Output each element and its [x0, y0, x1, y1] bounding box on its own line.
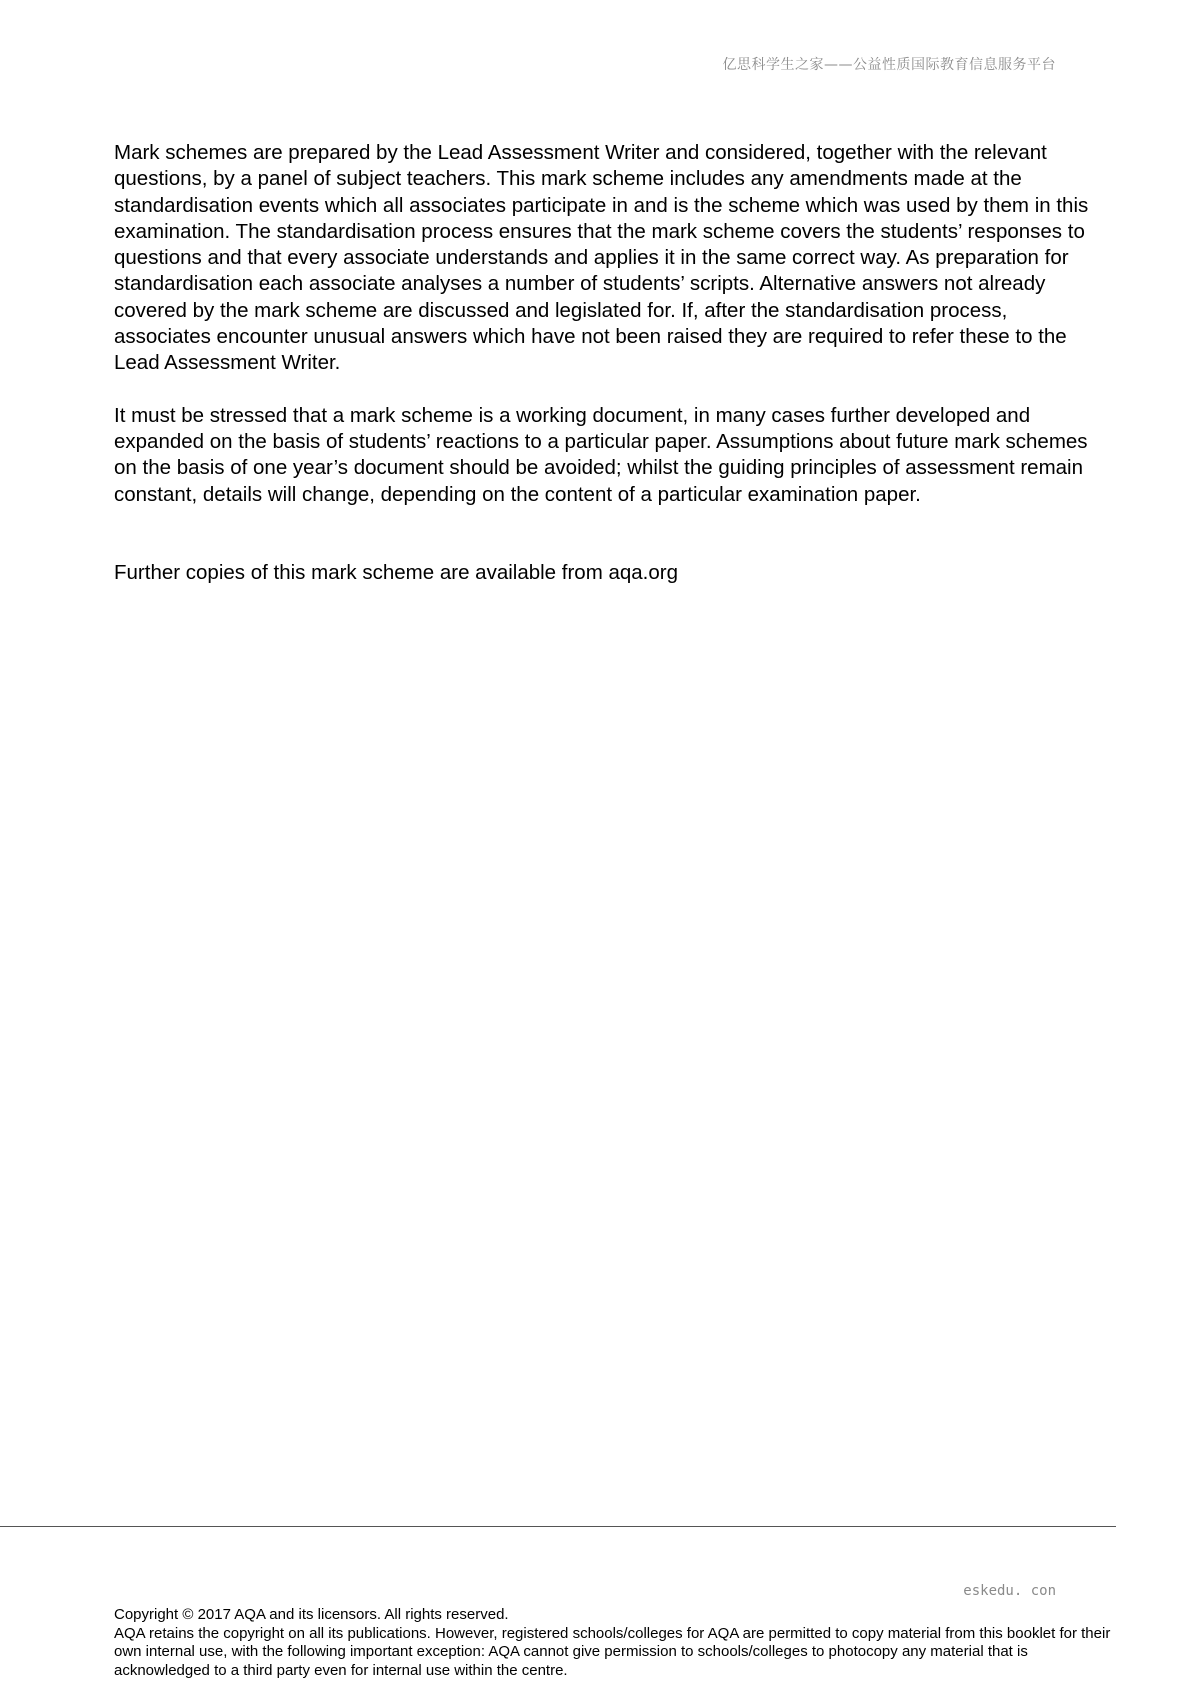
header-site-text: 亿思科学生之家——公益性质国际教育信息服务平台: [722, 57, 1056, 73]
footer-site-text: eskedu. con: [963, 1583, 1056, 1599]
paragraph-further-copies: Further copies of this mark scheme are available from aqa.org: [114, 560, 679, 584]
copyright-line: Copyright © 2017 AQA and its licensors. All rights reserved.: [114, 1606, 509, 1623]
footer-copyright-block: [114, 1606, 1114, 1680]
paragraph-mark-scheme-preparation: Mark schemes are prepared by the Lead Assessment Writer and considered, together with the relevant questions, by a panel of subject teachers. This mark scheme includes any amendments made at the standardisation events which all associates participate in and is the scheme which was used by them in this examination. The standardisation process ensures that the mark scheme covers the students’ responses to questions and that every associate understands and applies it in the same correct way. As preparation for standardisation each associate analyses a number of students’ scripts. Alternative answers not already covered by the mark scheme are discussed and legislated for. If, after the standardisation process, associates encounter unusual answers which have not been raised they are required to refer these to the Lead Assessment Writer.: [114, 141, 1089, 375]
copyright-notice: AQA retains the copyright on all its publications. However, registered schools/colleges for AQA are permitted to copy material from this booklet for their own internal use, with the following important exception: AQA cannot give permission to schools/colleges to photocopy any material that is acknowledged to a third party even for internal use within the centre.: [114, 1624, 1111, 1679]
main-content: [114, 140, 1094, 612]
paragraph-working-document: It must be stressed that a mark scheme is a working document, in many cases further developed and expanded on the basis of students’ reactions to a particular paper. Assumptions about future mark schemes on the basis of one year’s document should be avoided; whilst the guiding principles of assessment remain constant, details will change, depending on the content of a particular examination paper.: [114, 403, 1088, 506]
footer-divider: [0, 1526, 1116, 1527]
